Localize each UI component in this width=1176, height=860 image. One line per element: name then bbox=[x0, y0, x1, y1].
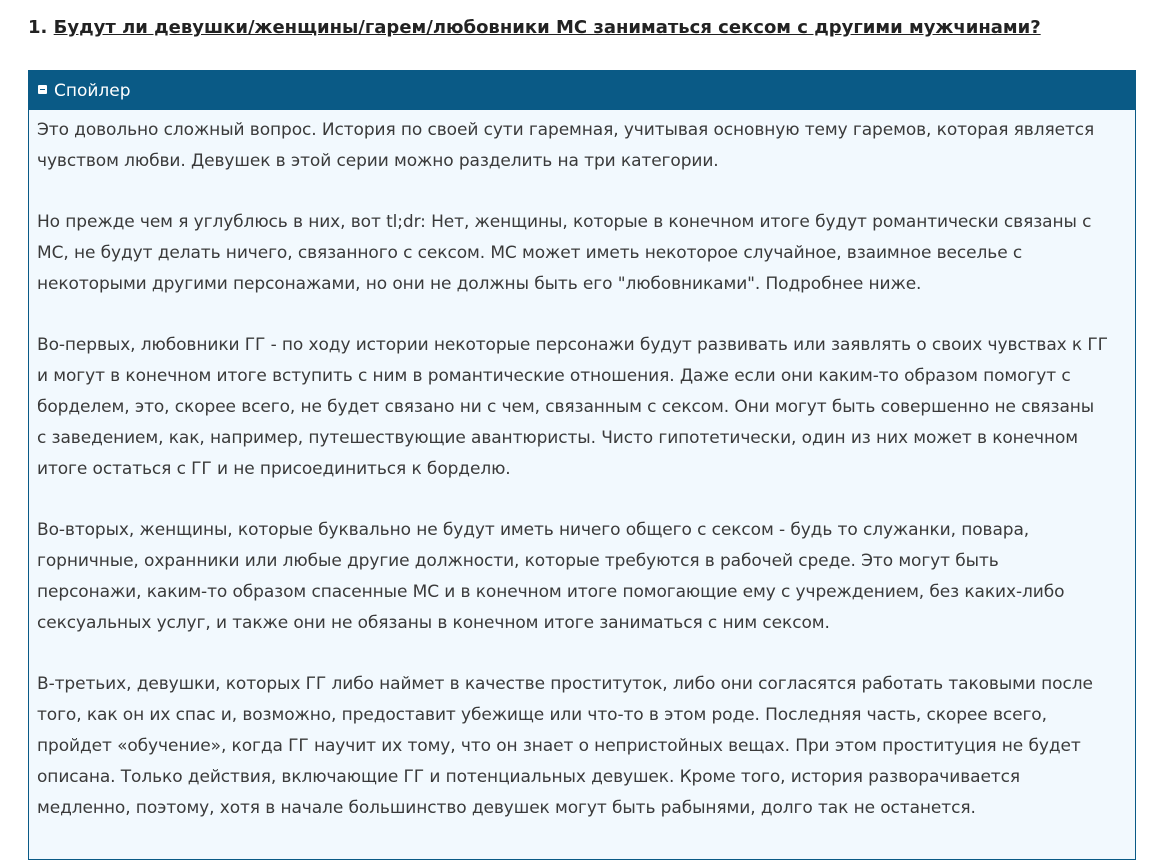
paragraph-2 bbox=[37, 207, 1127, 300]
spoiler-label[interactable]: Спойлер bbox=[54, 80, 131, 101]
text-line: сексуальных услуг, и также они не обязаны в конечном итоге заниматься с ним сексом. bbox=[37, 613, 830, 633]
text-line: с заведением, как, например, путешествующие авантюристы. Чисто гипотетически, один из них может в конечном bbox=[37, 428, 1079, 448]
text-line: МС, не будут делать ничего, связанного с сексом. МС может иметь некоторое случайное, взаимное веселье с bbox=[37, 243, 1023, 263]
paragraph-5 bbox=[37, 669, 1127, 824]
text-line: итоге остаться с ГГ и не присоединиться к борделю. bbox=[37, 459, 511, 479]
collapse-minus-icon[interactable] bbox=[38, 85, 47, 94]
text-line: В-третьих, девушки, которых ГГ либо наймет в качестве проституток, либо они согласятся работать таковыми после bbox=[37, 674, 1093, 694]
paragraph-3 bbox=[37, 330, 1127, 485]
text-line: персонажи, каким-то образом спасенные МС и в конечном итоге помогающие ему с учреждением, без каких-либо bbox=[37, 582, 1065, 602]
text-line: пройдет «обучение», когда ГГ научит их тому, что он знает о непристойных вещах. При этом проституция не будет bbox=[37, 736, 1081, 756]
text-line: Во-вторых, женщины, которые буквально не будут иметь ничего общего с сексом - будь то служанки, повара, bbox=[37, 520, 1030, 540]
text-line: борделем, это, скорее всего, не будет связано ни с чем, связанным с сексом. Они могут быть совершенно не связаны bbox=[37, 397, 1095, 417]
spoiler-block bbox=[28, 70, 1136, 860]
text-line: Во-первых, любовники ГГ - по ходу истории некоторые персонажи будут развивать или заявлять о своих чувствах к ГГ bbox=[37, 335, 1108, 355]
question-heading bbox=[28, 14, 1041, 42]
question-number: 1. bbox=[28, 17, 48, 38]
text-line: горничные, охранники или любые другие должности, которые требуются в рабочей среде. Это могут быть bbox=[37, 551, 999, 571]
spoiler-toggle[interactable] bbox=[29, 71, 1135, 110]
text-line: медленно, поэтому, хотя в начале большинство девушек могут быть рабынями, долго так не останется. bbox=[37, 798, 976, 818]
text-line: описана. Только действия, включающие ГГ и потенциальных девушек. Кроме того, история разворачивается bbox=[37, 767, 1020, 787]
text-line: Это довольно сложный вопрос. История по своей сути гаремная, учитывая основную тему гаремов, которая является bbox=[37, 120, 1095, 140]
spoiler-content bbox=[29, 110, 1135, 824]
text-line: некоторыми другими персонажами, но они не должны быть его "любовниками". Подробнее ниже. bbox=[37, 274, 922, 294]
text-line: того, как он их спас и, возможно, предоставит убежище или что-то в этом роде. Последняя часть, скорее всего, bbox=[37, 705, 1047, 725]
paragraph-1 bbox=[37, 115, 1127, 177]
paragraph-4 bbox=[37, 515, 1127, 639]
text-line: и могут в конечном итоге вступить с ним в романтические отношения. Даже если они каким-то образом помогут с bbox=[37, 366, 1071, 386]
text-line: чувством любви. Девушек в этой серии можно разделить на три категории. bbox=[37, 151, 719, 171]
text-line: Но прежде чем я углублюсь в них, вот tl;dr: Нет, женщины, которые в конечном итоге будут романтически связаны с bbox=[37, 212, 1092, 232]
question-text: Будут ли девушки/женщины/гарем/любовники МС заниматься сексом с другими мужчинами? bbox=[53, 17, 1041, 38]
